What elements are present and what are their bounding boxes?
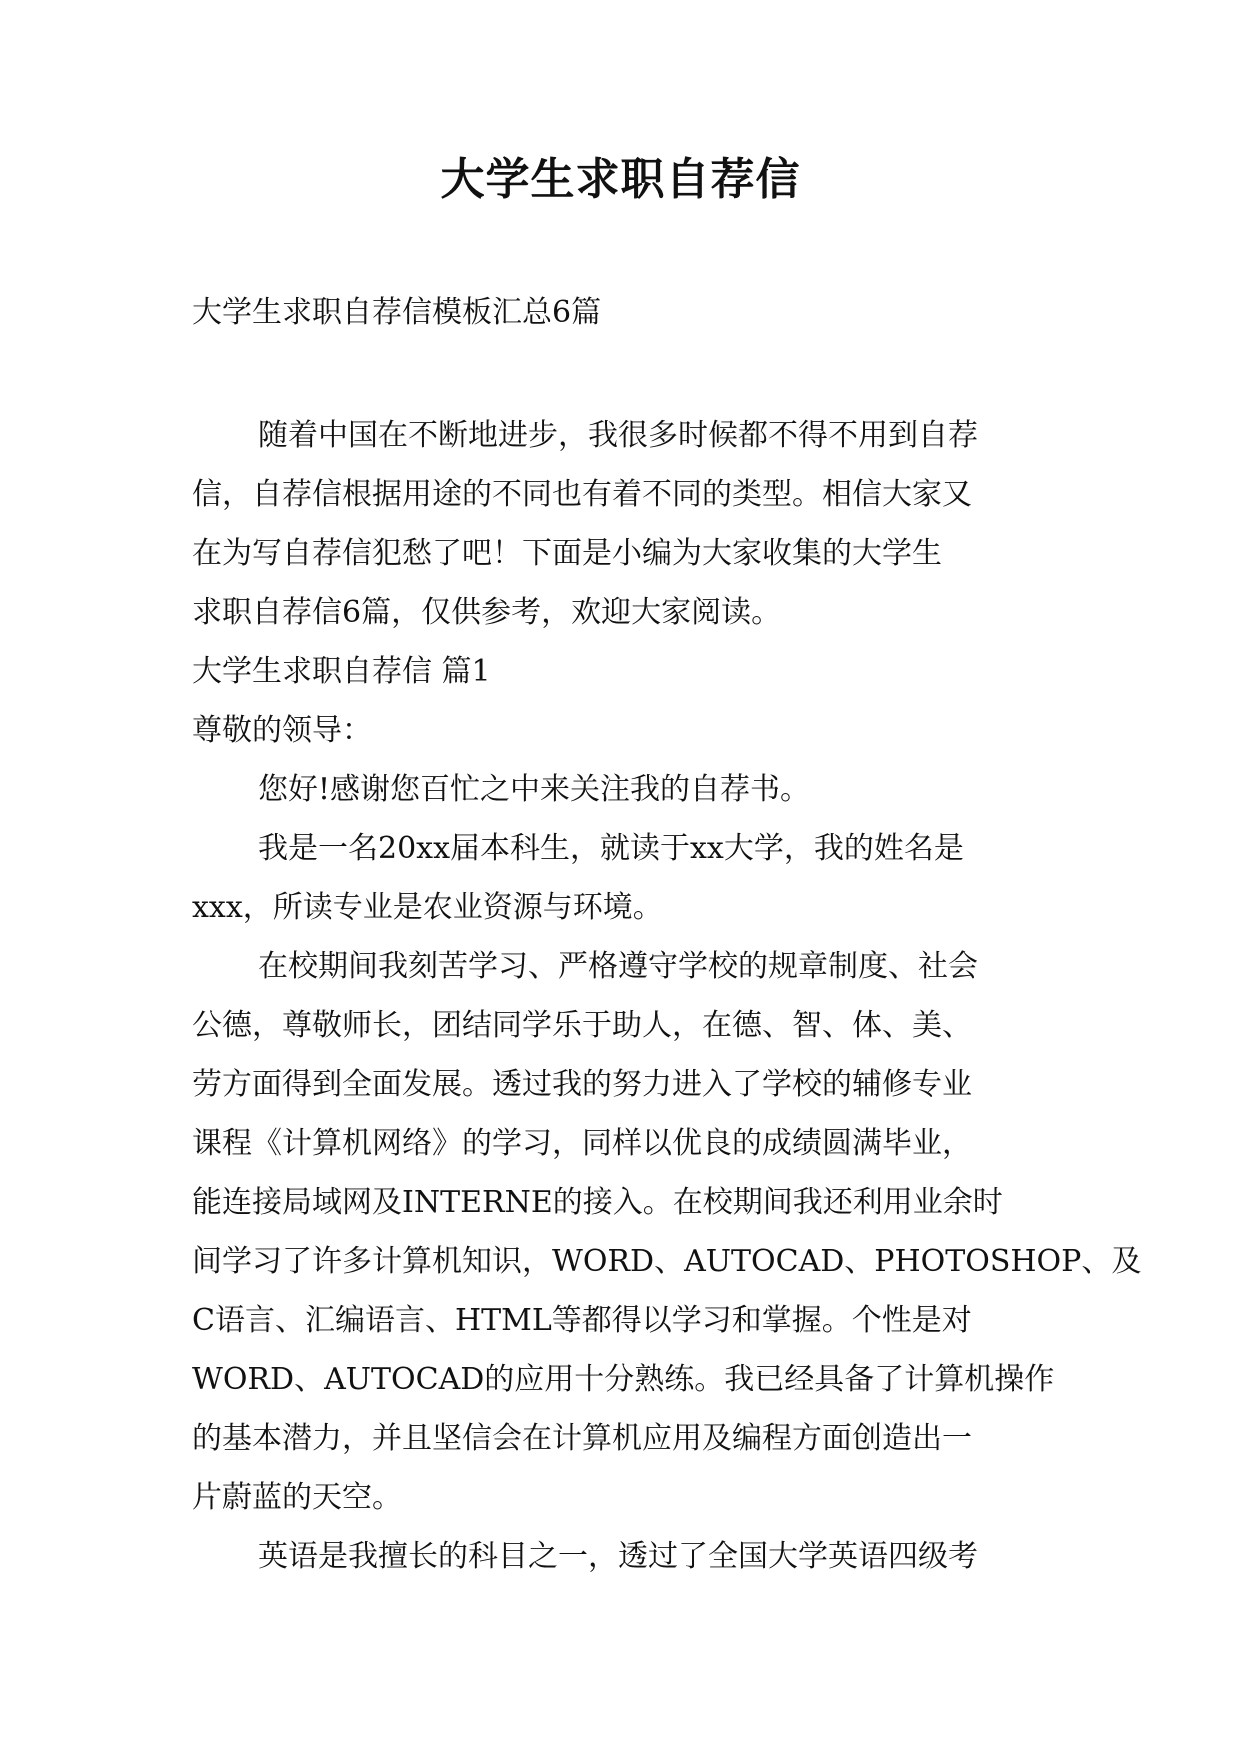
paragraph-line: 在校期间我刻苦学习、严格遵守学校的规章制度、社会: [258, 949, 978, 984]
paragraph-line: C语言、汇编语言、HTML等都得以学习和掌握。个性是对: [192, 1303, 972, 1338]
paragraph-line: 您好!感谢您百忙之中来关注我的自荐书。: [258, 772, 811, 807]
paragraph-line: 我是一名20xx届本科生，就读于xx大学，我的姓名是: [258, 831, 964, 866]
paragraph-line: xxx，所读专业是农业资源与环境。: [192, 890, 663, 925]
paragraph-line: 随着中国在不断地进步，我很多时候都不得不用到自荐: [258, 418, 978, 453]
document-subtitle: 大学生求职自荐信模板汇总6篇: [192, 295, 602, 330]
paragraph-line: 片蔚蓝的天空。: [192, 1480, 402, 1515]
paragraph-line: 能连接局域网及INTERNE的接入。在校期间我还利用业余时: [192, 1185, 1003, 1220]
paragraph-line: 英语是我擅长的科目之一，透过了全国大学英语四级考: [258, 1539, 978, 1574]
paragraph-line: 劳方面得到全面发展。透过我的努力进入了学校的辅修专业: [192, 1067, 972, 1102]
document-body: [192, 406, 1142, 1586]
paragraph-line: 信，自荐信根据用途的不同也有着不同的类型。相信大家又: [192, 477, 972, 512]
paragraph-line: 课程《计算机网络》的学习，同样以优良的成绩圆满毕业，: [192, 1126, 972, 1161]
paragraph-line: WORD、AUTOCAD的应用十分熟练。我已经具备了计算机操作: [192, 1362, 1055, 1397]
paragraph-line: 求职自荐信6篇，仅供参考，欢迎大家阅读。: [192, 595, 782, 630]
salutation: 尊敬的领导：: [192, 713, 372, 748]
section-heading: 大学生求职自荐信 篇1: [192, 654, 491, 689]
paragraph-line: 公德，尊敬师长，团结同学乐于助人，在德、智、体、美、: [192, 1008, 972, 1043]
paragraph-line: 间学习了许多计算机知识，WORD、AUTOCAD、PHOTOSHOP、及: [192, 1244, 1142, 1279]
paragraph-line: 在为写自荐信犯愁了吧！下面是小编为大家收集的大学生: [192, 536, 942, 571]
document-title: 大学生求职自荐信: [440, 154, 801, 205]
paragraph-line: 的基本潜力，并且坚信会在计算机应用及编程方面创造出一: [192, 1421, 972, 1456]
